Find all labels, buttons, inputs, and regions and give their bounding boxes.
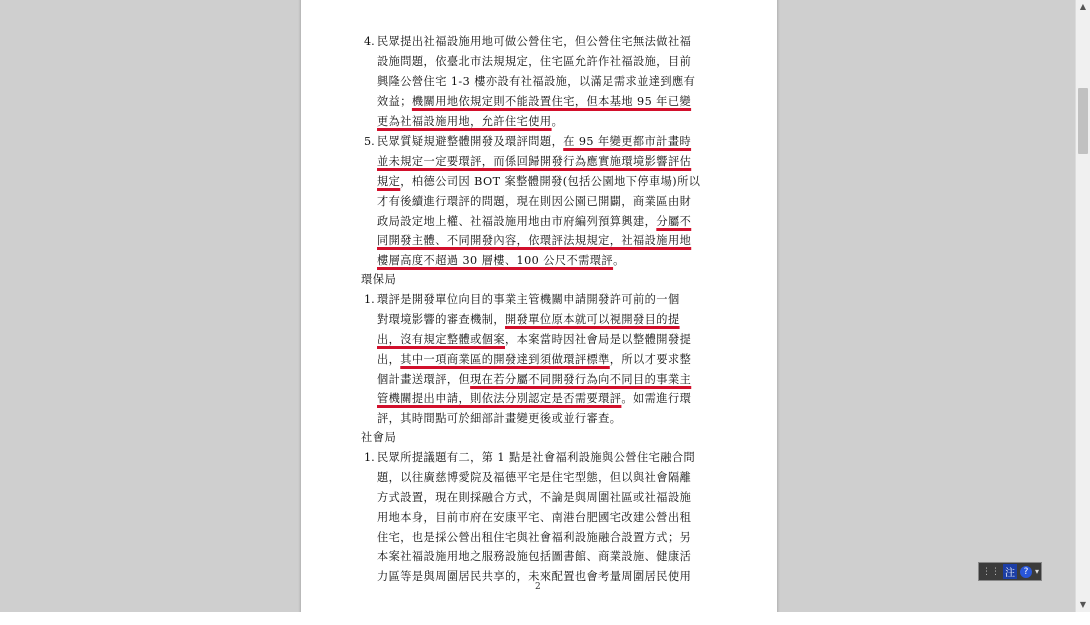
- text-segment: 方式設置，現在則採融合方式，不論是與周圍社區或社福設施: [377, 490, 692, 504]
- text-segment: 出，: [377, 352, 401, 366]
- highlighted-text: 出，沒有規定整體或個案: [377, 332, 506, 346]
- text-line: [377, 350, 732, 370]
- text-segment: 。如需進行環: [621, 392, 692, 406]
- ime-mode-button[interactable]: 注: [1003, 564, 1017, 579]
- text-segment: 本案社福設施用地之服務設施包括圖書館、商業設施、健康活: [377, 550, 692, 564]
- text-segment: 民眾所提議題有二，第 1 點是社會福利設施與公營住宅融合問: [377, 451, 696, 464]
- text-line: [377, 528, 732, 548]
- text-line: [377, 112, 732, 132]
- section-heading-env: 環保局: [361, 273, 397, 286]
- text-line: [377, 547, 732, 567]
- highlighted-text: 更為社福設施用地，允許住宅使用: [377, 114, 552, 128]
- text-segment: ，柏德公司因 BOT 案整體開發(包括公園地下停車場)所以: [400, 174, 701, 188]
- paragraph-social-1: [377, 448, 732, 587]
- vertical-scrollbar[interactable]: [1075, 0, 1090, 612]
- text-segment: 。: [551, 114, 564, 128]
- item-number: 1.: [364, 293, 375, 306]
- page-number: 2: [535, 582, 541, 592]
- text-line: [377, 192, 732, 212]
- text-line: [377, 508, 732, 528]
- text-segment: 對環境影響的審查機制，: [377, 312, 506, 326]
- highlighted-text: 規定: [377, 174, 401, 188]
- highlighted-text: 分屬不: [656, 214, 692, 228]
- text-segment: 環評是開發單位向目的事業主管機關申請開發許可前的一個: [377, 293, 680, 306]
- paragraph-env-1: [377, 290, 732, 429]
- text-line: [377, 152, 732, 172]
- text-line: [377, 389, 732, 409]
- text-segment: 評，其時間點可於細部計畫變更後或並行審查。: [377, 412, 622, 426]
- text-line: [377, 52, 732, 72]
- text-line: [377, 567, 732, 587]
- paragraph-item-5: [377, 132, 732, 271]
- highlighted-text: 其中一項商業區的開發達到須做環評標準: [400, 352, 610, 366]
- text-line: [377, 32, 732, 52]
- text-segment: ，所以才要求整: [609, 352, 692, 366]
- text-segment: 力區等是與周圍居民共享的，未來配置也會考量周圍居民使用: [377, 570, 692, 584]
- highlighted-text: 在 95 年變更都市計畫時: [563, 135, 692, 148]
- menu-chevron-icon[interactable]: ▾: [1035, 567, 1040, 576]
- paragraph-item-4: [377, 32, 732, 131]
- item-number: 5.: [364, 135, 375, 148]
- text-segment: 效益；: [377, 94, 412, 108]
- help-icon[interactable]: ?: [1020, 566, 1032, 578]
- text-line: [377, 330, 732, 350]
- text-segment: ，本案當時因社會局是以整體開發提: [505, 332, 692, 346]
- text-segment: 民眾質疑規避整體開發及環評問題，: [377, 135, 564, 148]
- highlighted-text: 管機關提出申請，則依法分別認定是否需要環評: [377, 392, 622, 406]
- highlighted-text: 樓層高度不超過 30 層樓、100 公尺不需環評: [377, 254, 614, 268]
- ime-toolbar[interactable]: [978, 562, 1042, 581]
- text-segment: 才有後續進行環評的問題，現在則因公園已開闢，商業區由財: [377, 194, 692, 208]
- text-line: [377, 251, 732, 271]
- grip-icon[interactable]: ⋮⋮: [982, 566, 1000, 577]
- highlighted-text: 現在若分屬不同開發行為向不同目的事業主: [470, 372, 692, 386]
- text-line: [377, 488, 732, 508]
- scroll-up-button[interactable]: ▲: [1079, 2, 1087, 11]
- text-line: [377, 310, 732, 330]
- text-line: [377, 290, 732, 310]
- section-heading-social: 社會局: [361, 431, 397, 444]
- text-line: [377, 172, 732, 192]
- item-number: 1.: [364, 451, 375, 464]
- text-segment: 住宅，也是採公營出租住宅與社會福利設施融合設置方式；另: [377, 530, 692, 544]
- text-line: [377, 409, 732, 429]
- text-segment: 個計畫送環評，但: [377, 372, 471, 386]
- text-line: [377, 72, 732, 92]
- text-line: [377, 212, 732, 232]
- highlighted-text: 同開發主體、不同開發內容，依環評法規規定，社福設施用地: [377, 234, 692, 248]
- text-segment: 民眾提出社福設施用地可做公營住宅，但公營住宅無法做社福: [377, 35, 692, 48]
- text-segment: 。: [613, 254, 625, 268]
- pdf-page: [300, 0, 778, 612]
- text-segment: 設施問題，依臺北市法規規定，住宅區允許作社福設施，目前: [377, 54, 692, 68]
- text-line: [377, 370, 732, 390]
- bottom-bar: [0, 612, 1090, 625]
- text-segment: 用地本身，目前市府在安康平宅、南港台肥國宅改建公營出租: [377, 510, 692, 524]
- highlighted-text: 開發單位原本就可以視開發目的提: [505, 312, 680, 326]
- text-segment: 題，以往廣慈博愛院及福德平宅是住宅型態，但以與社會隔離: [377, 470, 692, 484]
- text-line: [377, 132, 732, 152]
- text-line: [377, 92, 732, 112]
- scrollbar-thumb[interactable]: [1078, 88, 1088, 154]
- highlighted-text: 機關用地依規定則不能設置住宅，但本基地 95 年已變: [411, 94, 692, 108]
- text-line: [377, 468, 732, 488]
- text-segment: 政局設定地上權、社福設施用地由市府編列預算興建，: [377, 214, 657, 228]
- highlighted-text: 並未規定一定要環評，而係回歸開發行為應實施環境影響評估: [377, 154, 692, 168]
- text-line: [377, 231, 732, 251]
- scroll-down-button[interactable]: ▼: [1079, 600, 1087, 609]
- item-number: 4.: [364, 35, 375, 48]
- text-segment: 興隆公營住宅 1-3 樓亦設有社福設施，以滿足需求並達到應有: [377, 74, 696, 88]
- text-line: [377, 448, 732, 468]
